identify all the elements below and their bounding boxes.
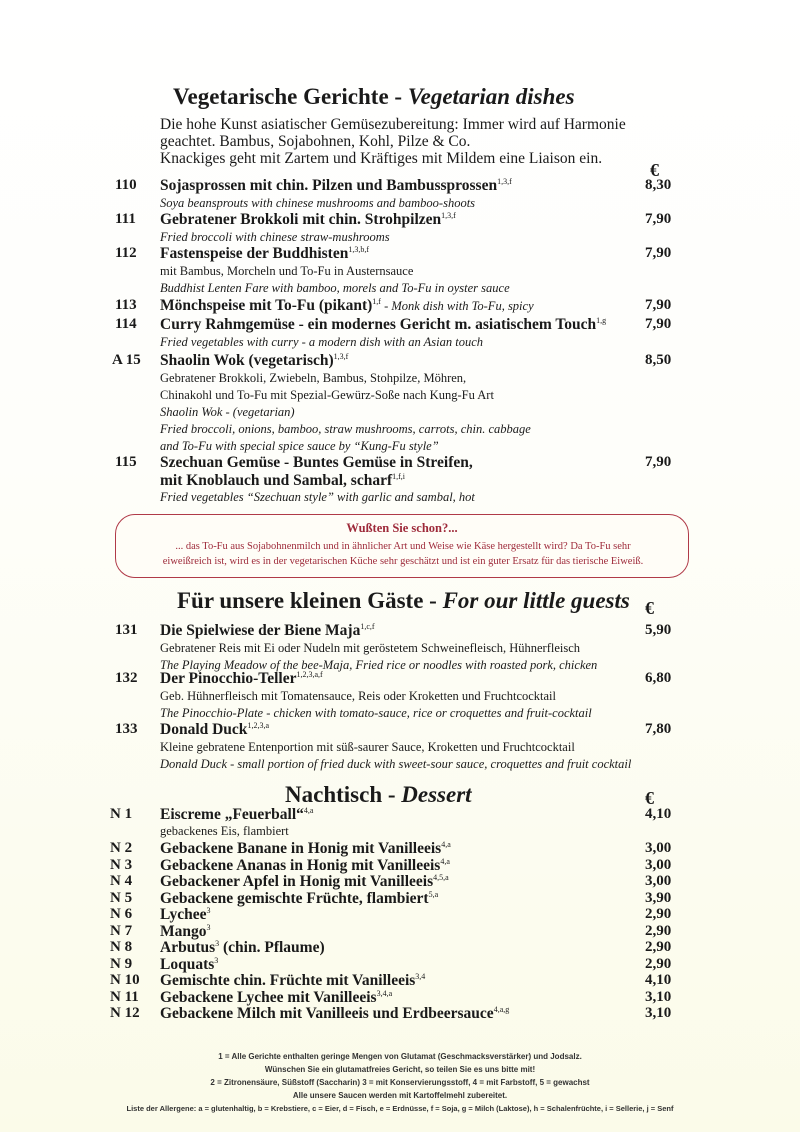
item-price: 3,00 (645, 856, 672, 873)
item-price: 7,80 (645, 721, 672, 737)
item-name (160, 297, 534, 315)
info-line: eiweißreich ist, wird es in der vegetarischen Küche sehr geschätzt und ist ein guter Ersatz für das tierische Eiweiß. (162, 556, 644, 567)
item-description-en: The Pinocchio-Plate - chicken with tomato-sauce, rice or croquettes and fruit-cocktail (160, 706, 592, 720)
item-price: 7,90 (645, 245, 672, 261)
item-name-text: Gebackene Milch mit Vanilleeis und Erdbeersauce (160, 1005, 494, 1023)
item-price: 5,90 (645, 622, 672, 638)
item-description-en: Buddhist Lenten Fare with bamboo, morels and To-Fu in oyster sauce (160, 281, 510, 295)
info-line: ... das To-Fu aus Sojabohnenmilch und in ähnlicher Art und Weise wie Käse hergestellt wird? Da To-Fu sehr (175, 541, 631, 552)
item-price: 7,90 (645, 316, 672, 332)
item-name-text: Curry Rahmgemüse - ein modernes Gericht m. asiatischem Touch (160, 316, 597, 334)
item-description-en: Fried vegetables with curry - a modern dish with an Asian touch (160, 335, 483, 349)
item-name (160, 956, 218, 974)
item-number: 133 (115, 721, 138, 737)
item-name-text: Gebratener Brokkoli mit chin. Strohpilzen (160, 211, 442, 229)
allergen-code: 3 (215, 939, 220, 948)
item-name (160, 923, 211, 941)
item-name-text: Gebackene Banane in Honig mit Vanilleeis (160, 840, 442, 858)
item-name-text: Donald Duck (160, 721, 248, 739)
item-description-de: Gebratener Brokkoli, Zwiebeln, Bambus, Stohpilze, Möhren, (160, 371, 467, 385)
item-name-text: Eiscreme „Feuerball“ (160, 806, 304, 824)
item-price: 3,00 (645, 873, 672, 889)
item-price: 8,30 (645, 177, 672, 193)
currency-label: € (645, 598, 654, 618)
item-name (160, 840, 451, 858)
did-you-know-box (115, 514, 689, 578)
item-name (160, 873, 449, 891)
item-description-en: Fried broccoli, onions, bamboo, straw mushrooms, carrots, chin. cabbage (160, 422, 531, 436)
item-number: 131 (115, 622, 138, 638)
footnote: Liste der Allergene: a = glutenhaltig, b = Krebstiere, c = Eier, d = Fisch, e = Erdnüsse, f = Soja, g = Milch (Laktose), h = Schalenfrüchte, i = Sellerie, j = Senf (126, 1104, 674, 1113)
item-name (160, 890, 438, 908)
item-name (160, 211, 456, 229)
title-en: For our little guests (442, 588, 630, 613)
allergen-code: 5,a (428, 889, 439, 899)
item-description-en: Donald Duck - small portion of fried duck with sweet-sour sauce, croquettes and fruit cocktail (160, 757, 632, 771)
item-name (160, 721, 269, 739)
item-name (160, 972, 425, 990)
item-number: N 8 (110, 939, 133, 955)
item-description-en: Fried broccoli with chinese straw-mushrooms (160, 230, 390, 244)
item-name-text: Fastenspeise der Buddhisten (160, 245, 349, 263)
info-text (128, 539, 678, 569)
allergen-code: 4,a (441, 840, 451, 849)
item-name (160, 245, 369, 263)
item-name (160, 177, 512, 195)
allergen-code: 1,2,3,a,f (296, 670, 323, 679)
allergen-code: 1,3,b,f (348, 245, 370, 254)
item-name-text: Sojasprossen mit chin. Pilzen und Bambussprossen (160, 177, 498, 195)
item-price: 6,80 (645, 670, 672, 686)
item-name-text: Mango (160, 922, 207, 940)
item-price: 3,90 (645, 889, 672, 906)
item-price: 7,90 (645, 211, 672, 227)
item-price: 2,90 (645, 922, 672, 939)
item-name-text: mit Knoblauch und Sambal, scharf (160, 472, 393, 490)
item-name-text: Shaolin Wok (vegetarisch) (160, 352, 334, 370)
allergen-code: 3 (206, 906, 211, 915)
item-number: 111 (115, 211, 136, 227)
item-description-de: Gebratener Reis mit Ei oder Nudeln mit geröstetem Schweinefleisch, Hühnerfleisch (160, 641, 581, 655)
allergen-code: 3,4,a (376, 988, 393, 998)
intro-line: Die hohe Kunst asiatischer Gemüsezubereitung: Immer wird auf Harmonie (160, 116, 626, 133)
item-number: N 7 (110, 922, 133, 939)
title-de: Nachtisch - (285, 782, 402, 807)
item-number: N 1 (110, 806, 133, 822)
item-name-text: Gemischte chin. Früchte mit Vanilleeis (160, 972, 416, 990)
item-price: 8,50 (645, 352, 672, 368)
item-number: N 4 (110, 873, 133, 889)
title-de: Vegetarische Gerichte - (173, 84, 408, 109)
section-title-dessert (285, 782, 472, 808)
title-en: Dessert (401, 782, 472, 807)
item-description-de: gebackenes Eis, flambiert (160, 824, 289, 838)
item-name (160, 472, 405, 490)
item-description-en: Shaolin Wok - (vegetarian) (160, 405, 295, 419)
item-name (160, 906, 211, 924)
footnote: Alle unsere Saucen werden mit Kartoffelmehl zubereitet. (292, 1091, 508, 1100)
item-price: 7,90 (645, 297, 672, 313)
item-number: 132 (115, 670, 138, 686)
item-number: N 5 (110, 889, 133, 906)
allergen-code: 1,2,3,a (247, 721, 269, 730)
item-name-text: Der Pinocchio-Teller (160, 670, 297, 688)
title-en: Vegetarian dishes (407, 84, 575, 109)
item-name-text: Arbutus (160, 939, 216, 957)
item-name-suffix: (chin. Pflaume) (219, 939, 325, 957)
item-price: 3,10 (645, 988, 672, 1005)
allergen-code: 1,3,f (441, 211, 456, 220)
item-number: A 15 (112, 352, 141, 368)
item-number: 110 (115, 177, 137, 193)
item-price: 4,10 (645, 972, 672, 988)
item-name (160, 352, 348, 370)
intro-line: geachtet. Bambus, Sojabohnen, Kohl, Pilze & Co. (160, 133, 471, 150)
item-name-text: Gebackene Lychee mit Vanilleeis (160, 988, 377, 1006)
item-price: 4,10 (645, 806, 672, 822)
allergen-code: 1,f (372, 297, 381, 306)
item-name-text: Szechuan Gemüse - Buntes Gemüse in Streifen, (160, 454, 473, 471)
allergen-code: 3,4 (415, 972, 426, 981)
item-number: N 3 (110, 856, 133, 873)
item-name-text: Gebackener Apfel in Honig mit Vanilleeis (160, 873, 434, 891)
intro-line: Knackiges geht mit Zartem und Kräftiges mit Mildem eine Liaison ein. (160, 150, 603, 167)
allergen-code: 1,g (596, 316, 607, 325)
item-price: 3,00 (645, 840, 672, 856)
item-name (160, 316, 606, 334)
item-number: N 2 (110, 840, 133, 856)
item-number: 115 (115, 454, 137, 470)
vegetarian-intro (160, 116, 670, 167)
item-description-en: Soya beansprouts with chinese mushrooms and bamboo-shoots (160, 196, 476, 210)
item-number: 114 (115, 316, 137, 332)
item-name-text: Gebackene gemischte Früchte, flambiert (160, 889, 429, 907)
item-number: N 12 (110, 1005, 140, 1021)
title-de: Für unsere kleinen Gäste - (177, 588, 443, 613)
item-name (160, 806, 313, 824)
item-description-de: Kleine gebratene Entenportion mit süß-saurer Sauce, Kroketten und Fruchtcocktail (160, 740, 575, 754)
item-price: 2,90 (645, 906, 672, 922)
item-description-de: Geb. Hühnerfleisch mit Tomatensauce, Reis oder Kroketten und Fruchtcocktail (160, 689, 557, 703)
section-title-vegetarian (173, 84, 575, 110)
item-name-text: Lychee (160, 906, 207, 924)
item-name (160, 670, 323, 688)
currency-label: € (650, 160, 659, 180)
item-price: 2,90 (645, 939, 672, 955)
item-name-text: Gebackene Ananas in Honig mit Vanilleeis (160, 856, 441, 874)
item-name (160, 857, 450, 875)
item-number: N 10 (110, 972, 140, 988)
item-number: N 6 (110, 906, 133, 922)
item-name (160, 939, 325, 957)
item-number: N 9 (110, 955, 133, 972)
allergen-code: 4,a (440, 856, 450, 866)
item-name-text: Mönchspeise mit To-Fu (pikant) (160, 297, 373, 315)
allergen-code: 1,c,f (360, 622, 375, 631)
currency-label: € (645, 788, 654, 808)
allergen-code: 3 (214, 955, 219, 965)
item-name-text: Die Spielwiese der Biene Maja (160, 622, 361, 640)
item-description-en: Fried vegetables “Szechuan style” with garlic and sambal, hot (160, 490, 475, 504)
allergen-code: 1,f,i (392, 472, 406, 481)
item-number: 112 (115, 245, 137, 261)
allergen-code: 1,3,f (497, 177, 512, 186)
footnote: 1 = Alle Gerichte enthalten geringe Mengen von Glutamat (Geschmacksverstärker) und Jodsalz. (218, 1052, 582, 1061)
item-price: 3,10 (645, 1005, 672, 1021)
item-name (160, 989, 392, 1007)
item-description-en: - Monk dish with To-Fu, spicy (380, 299, 534, 314)
item-price: 2,90 (645, 955, 672, 972)
item-name (160, 622, 375, 640)
item-description-en: The Playing Meadow of the bee-Maja, Fried rice or noodles with roasted pork, chicken (160, 658, 598, 672)
footnote: 2 = Zitronensäure, Süßstoff (Saccharin) 3 = mit Konservierungsstoff, 4 = mit Farbstoff, 5 = gewachst (210, 1078, 590, 1087)
allergen-code: 3 (206, 922, 211, 932)
item-name (160, 1005, 509, 1023)
footnote: Wünschen Sie ein glutamatfreies Gericht, so teilen Sie es uns bitte mit! (264, 1065, 536, 1074)
item-description-de: mit Bambus, Morcheln und To-Fu in Austernsauce (160, 264, 414, 278)
item-description-en: and To-Fu with special spice sauce by “Kung-Fu style” (160, 439, 439, 453)
section-title-kids (177, 588, 630, 614)
allergen-code: 4,5,a (433, 873, 449, 882)
item-number: N 11 (110, 988, 139, 1005)
allergen-code: 4,a (303, 806, 314, 815)
item-price: 7,90 (645, 454, 672, 470)
allergen-code: 4,a,g (493, 1005, 510, 1014)
item-name-text: Loquats (160, 955, 215, 973)
item-number: 113 (115, 297, 137, 313)
item-description-de: Chinakohl und To-Fu mit Spezial-Gewürz-Soße nach Kung-Fu Art (160, 388, 494, 402)
allergen-code: 1,3,f (333, 352, 349, 361)
info-title: Wußten Sie schon?... (346, 521, 458, 535)
